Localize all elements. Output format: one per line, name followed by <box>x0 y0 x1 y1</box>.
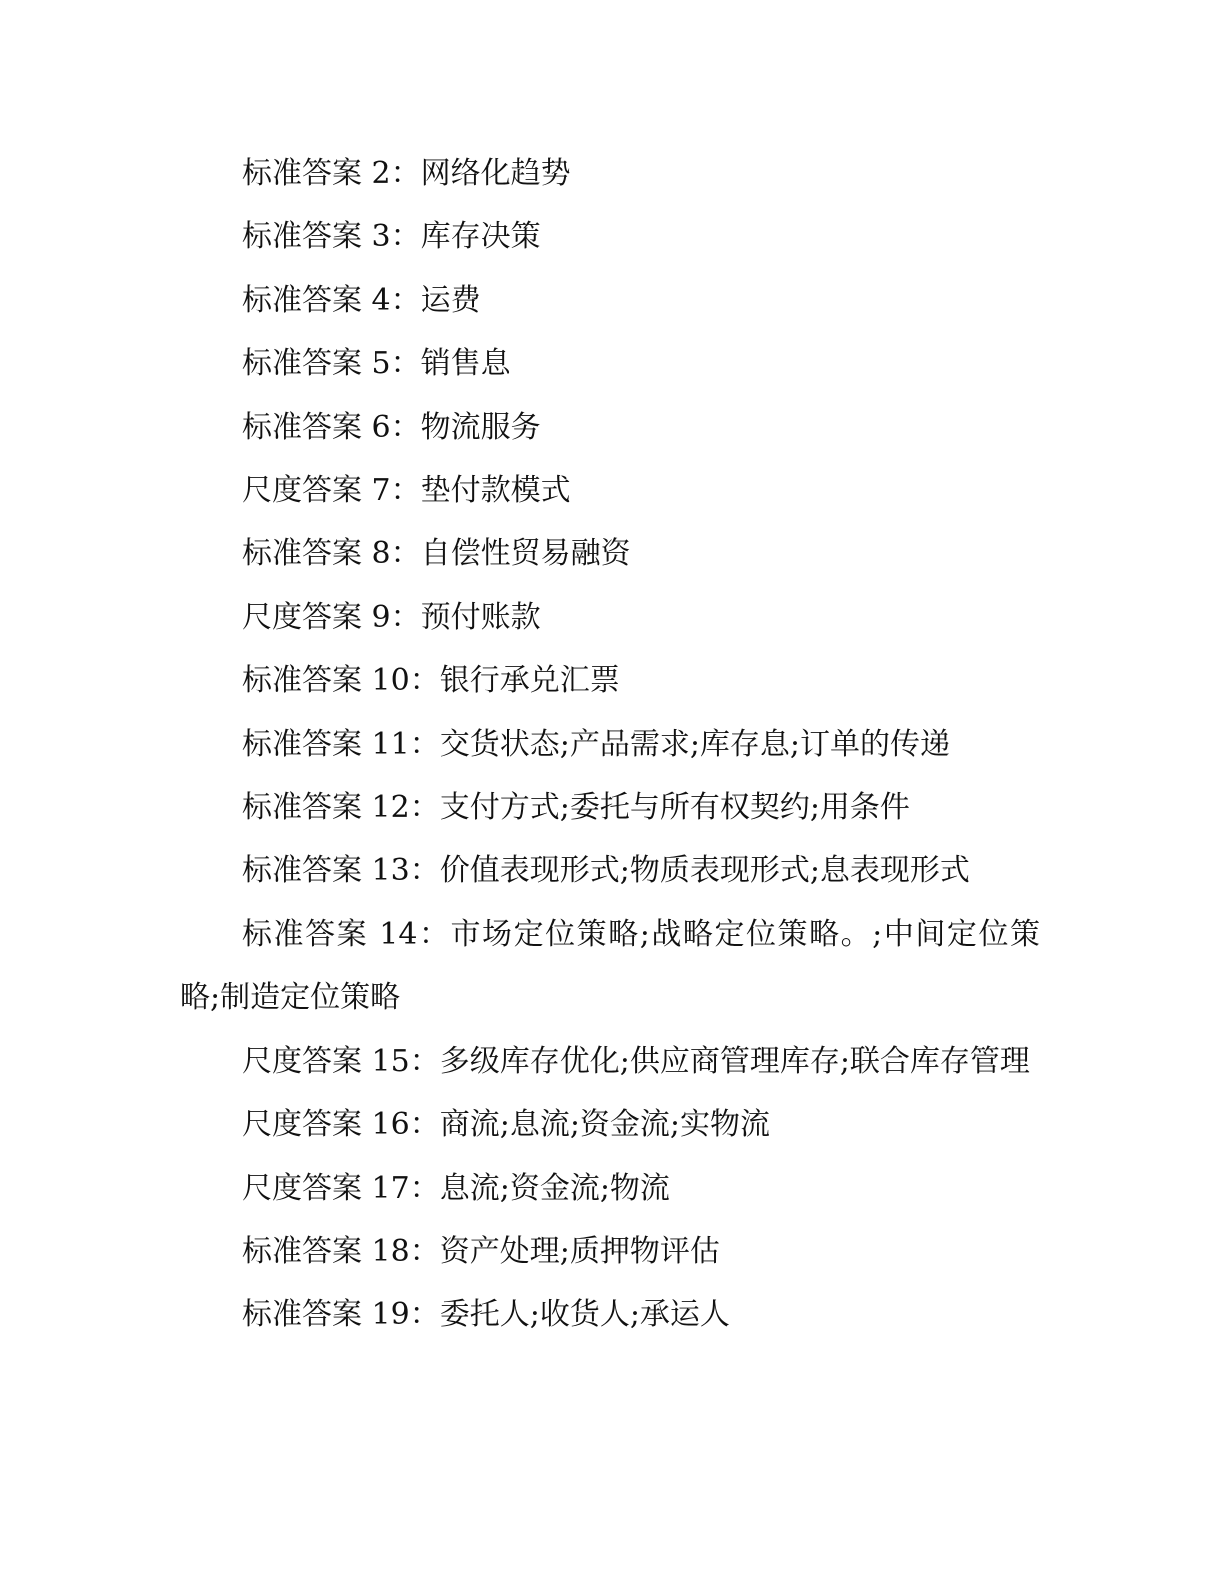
answer-line-2: 标准答案 2：网络化趋势 <box>242 156 571 191</box>
answer-line-4: 标准答案 4：运费 <box>242 282 481 318</box>
answer-line-16: 尺度答案 16：商流;息流;资金流;实物流 <box>242 1107 771 1143</box>
answer-line-15: 尺度答案 15：多级库存优化;供应商管理库存;联合库存管理 <box>242 1043 1030 1079</box>
answer-line-11: 标准答案 11：交货状态;产品需求;库存息;订单的传递 <box>242 726 951 762</box>
answer-line-10: 标准答案 10：银行承兑汇票 <box>242 663 620 699</box>
answer-line-8: 标准答案 8：自偿性贸易融资 <box>242 536 631 572</box>
answer-list <box>180 142 1040 1347</box>
answer-line-12: 标准答案 12：支付方式;委托与所有权契约;用条件 <box>242 790 910 826</box>
answer-line-19: 标准答案 19：委托人;收货人;承运人 <box>242 1297 730 1333</box>
answer-line-5: 标准答案 5：销售息 <box>242 346 511 382</box>
answer-line-9: 尺度答案 9：预付账款 <box>242 599 541 635</box>
answer-line-14: 标准答案 14：市场定位策略;战略定位策略。;中间定位策略;制造定位策略 <box>180 916 1040 1016</box>
answer-line-7: 尺度答案 7：垫付款模式 <box>242 473 571 509</box>
answer-line-18: 标准答案 18：资产处理;质押物评估 <box>242 1233 720 1269</box>
answer-line-3: 标准答案 3：库存决策 <box>242 219 541 255</box>
answer-line-13: 标准答案 13：价值表现形式;物质表现形式;息表现形式 <box>242 853 970 889</box>
answer-line-17: 尺度答案 17：息流;资金流;物流 <box>242 1170 670 1206</box>
answer-line-6: 标准答案 6：物流服务 <box>242 409 541 445</box>
